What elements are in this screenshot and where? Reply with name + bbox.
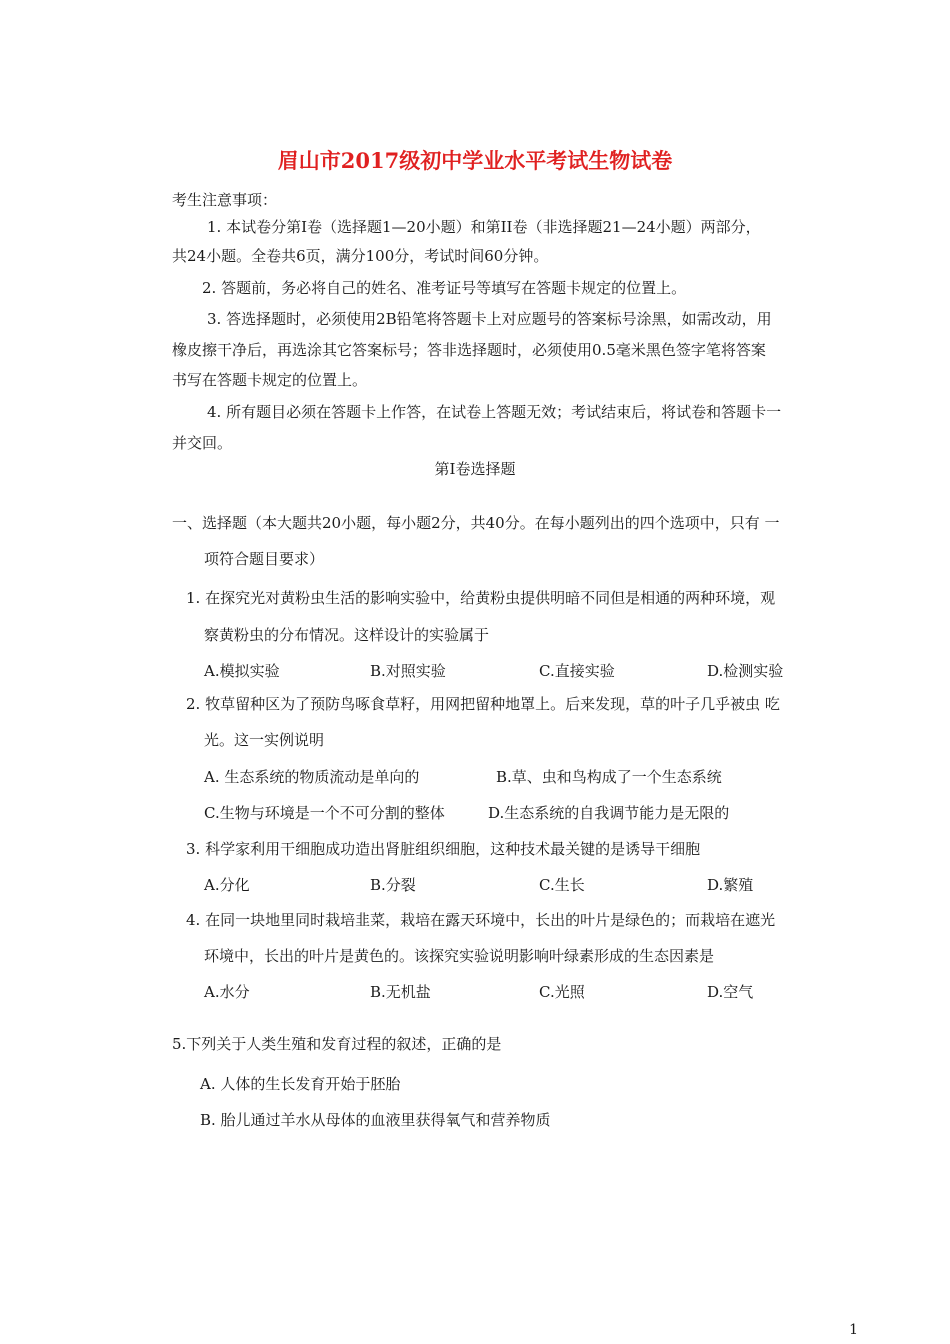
question-1-option-d: D.检测实验 [707, 662, 784, 680]
part1-instruction-line-2: 项符合题目要求） [204, 550, 325, 568]
notice-item-4-line-1: 4. 所有题目必须在答题卡上作答，在试卷上答题无效；考试结束后，将试卷和答题卡一 [207, 403, 782, 421]
notice-heading: 考生注意事项： [172, 191, 278, 209]
question-2-option-d: D.生态系统的自我调节能力是无限的 [488, 804, 730, 822]
question-5-option-b: B. 胎儿通过羊水从母体的血液里获得氧气和营养物质 [200, 1111, 551, 1129]
question-3-option-c: C.生长 [539, 876, 585, 894]
question-4-option-c: C.光照 [539, 983, 585, 1001]
question-5-option-a: A. 人体的生长发育开始于胚胎 [200, 1075, 401, 1093]
question-1-option-c: C.直接实验 [539, 662, 615, 680]
question-4-line-2: 环境中，长出的叶片是黄色的。该探究实验说明影响叶绿素形成的生态因素是 [204, 947, 715, 965]
question-1-line-1: 1. 在探究光对黄粉虫生活的影响实验中，给黄粉虫提供明暗不同但是相通的两种环境，观 [186, 589, 776, 607]
question-4-option-b: B.无机盐 [370, 983, 431, 1001]
question-1-option-b: B.对照实验 [370, 662, 446, 680]
question-5-line-1: 5.下列关于人类生殖和发育过程的叙述，正确的是 [172, 1035, 502, 1053]
question-2-option-b: B.草、虫和鸟构成了一个生态系统 [496, 768, 722, 786]
question-3-option-d: D.繁殖 [707, 876, 754, 894]
page-title: 眉山市2017级初中学业水平考试生物试卷 [277, 148, 673, 173]
question-4-option-d: D.空气 [707, 983, 754, 1001]
page-number: 1 [849, 1322, 858, 1338]
notice-item-3-line-1: 3. 答选择题时，必须使用2B铅笔将答题卡上对应题号的答案标号涂黑，如需改动，用 [207, 310, 772, 328]
notice-item-3-line-3: 书写在答题卡规定的位置上。 [172, 371, 368, 389]
notice-item-1-line-2: 共24小题。全卷共6页，满分100分，考试时间60分钟。 [172, 247, 549, 265]
notice-item-4-line-2: 并交回。 [172, 434, 233, 452]
question-2-line-2: 光。这一实例说明 [204, 731, 325, 749]
question-3-option-a: A.分化 [204, 876, 250, 894]
question-1-line-2: 察黄粉虫的分布情况。这样设计的实验属于 [204, 626, 490, 644]
question-2-line-1: 2. 牧草留种区为了预防鸟啄食草籽，用网把留种地罩上。后来发现，草的叶子几乎被虫 吃 [186, 695, 780, 713]
question-2-option-a: A. 生态系统的物质流动是单向的 [204, 768, 420, 786]
question-4-option-a: A.水分 [204, 983, 250, 1001]
notice-item-2: 2. 答题前，务必将自己的姓名、准考证号等填写在答题卡规定的位置上。 [202, 279, 687, 297]
section-title: 第Ⅰ卷选择题 [434, 460, 516, 478]
notice-item-3-line-2: 橡皮擦干净后，再选涂其它答案标号；答非选择题时，必须使用0.5毫米黑色签字笔将答案 [172, 341, 766, 359]
question-3-line-1: 3. 科学家利用干细胞成功造出肾脏组织细胞，这种技术最关键的是诱导干细胞 [186, 840, 701, 858]
question-3-option-b: B.分裂 [370, 876, 416, 894]
question-4-line-1: 4. 在同一块地里同时栽培韭菜，栽培在露天环境中，长出的叶片是绿色的；而栽培在遮光 [186, 911, 776, 929]
question-1-option-a: A.模拟实验 [204, 662, 280, 680]
notice-item-1-line-1: 1. 本试卷分第Ⅰ卷（选择题1—20小题）和第II卷（非选择题21—24小题）两部分， [207, 218, 761, 236]
part1-instruction-line-1: 一、选择题（本大题共20小题，每小题2分，共40分。在每小题列出的四个选项中，只有 一 [172, 514, 780, 532]
question-2-option-c: C.生物与环境是一个不可分割的整体 [204, 804, 445, 822]
